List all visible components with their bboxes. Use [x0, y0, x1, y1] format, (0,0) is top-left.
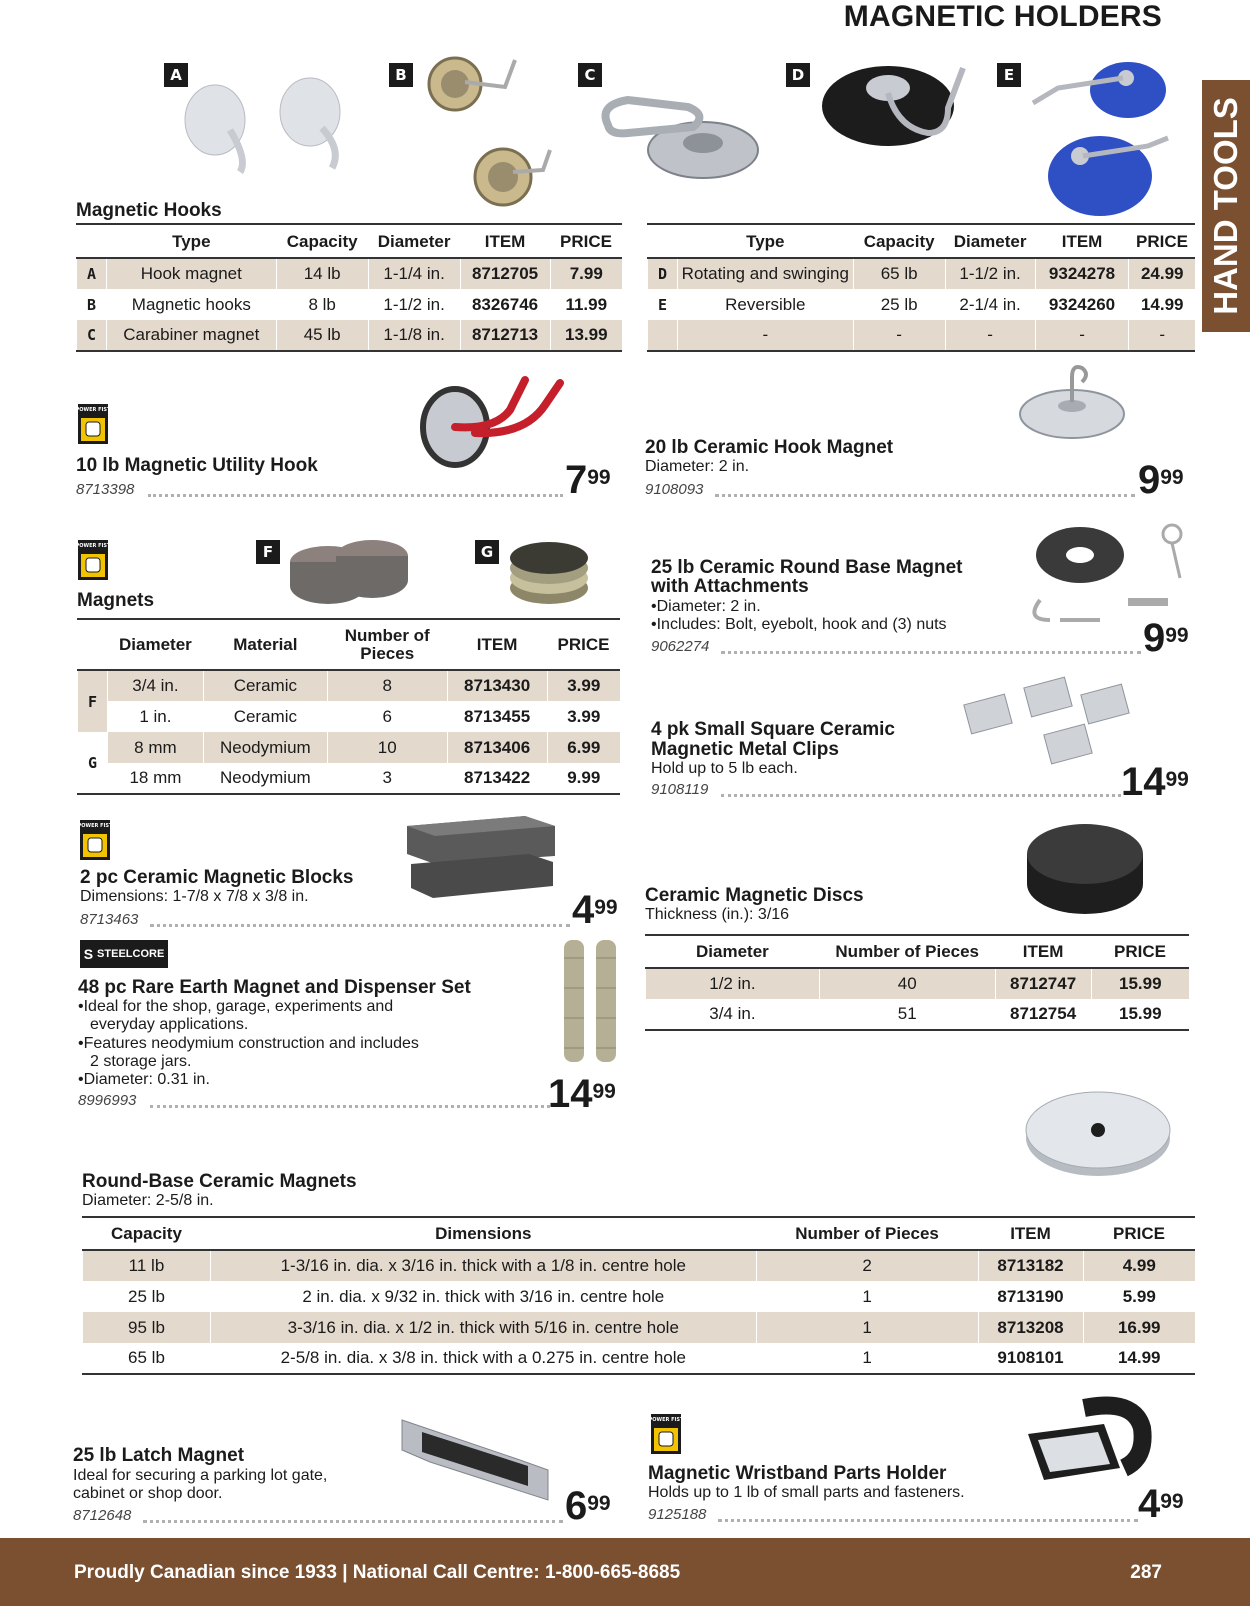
latch-price: $6^{99}$: [565, 1484, 611, 1528]
table-row: [78, 763, 621, 794]
clips-sku: 9108119: [651, 781, 709, 798]
label-g-badge: G: [475, 540, 499, 564]
group-letter: F: [78, 670, 108, 732]
cell-diameter: 1-1/2 in.: [945, 258, 1035, 289]
cell-price: 14.99: [1129, 289, 1195, 320]
cell-diameter: 1 in.: [107, 701, 203, 732]
discs-title: Ceramic Magnetic Discs: [645, 885, 864, 906]
row-letter: [648, 320, 678, 351]
cell-item: 8713208: [978, 1312, 1083, 1343]
header-diameter: Diameter: [953, 231, 1027, 251]
header-type: Type: [172, 231, 211, 251]
cell-diameter: 1-1/8 in.: [368, 320, 460, 351]
cell-pieces: 1: [756, 1281, 978, 1312]
header-price: PRICE: [1114, 941, 1167, 961]
ceramic-disc-image: [1025, 822, 1145, 916]
ceramic-discs-f-image: [288, 536, 410, 608]
header-item: ITEM: [1022, 941, 1064, 961]
header-price: PRICE: [560, 231, 612, 251]
cell-price: 3.99: [547, 670, 620, 701]
cell-item: -: [1035, 320, 1129, 351]
cell-dimensions: 1-3/16 in. dia. x 3/16 in. thick with a 1/8 in. centre hole: [210, 1250, 756, 1281]
svg-text:POWER FIST: POWER FIST: [75, 407, 111, 413]
wristband-holder-image: [1024, 1398, 1148, 1498]
neodymium-discs-g-image: [508, 538, 590, 608]
blocks-price: $4^{99}$: [572, 888, 618, 932]
header-pieces: Number of Pieces: [835, 941, 980, 961]
table-row: [83, 1312, 1196, 1343]
label-b-badge: B: [389, 63, 413, 87]
wristband-sku: 9125188: [648, 1506, 707, 1523]
clips-title-1: 4 pk Small Square Ceramic: [651, 719, 895, 740]
header-capacity: Capacity: [863, 231, 935, 251]
cell-capacity: 65 lb: [853, 258, 945, 289]
magnets-title: Magnets: [77, 590, 155, 611]
rare-earth-bullet-1a: •Ideal for the shop, garage, experiments and: [78, 998, 394, 1015]
discs-thickness: Thickness (in.): 3/16: [645, 906, 790, 923]
table-row: [77, 320, 623, 351]
cell-capacity: 65 lb: [83, 1343, 211, 1374]
page-footer: [0, 1538, 1250, 1606]
cell-pieces: 51: [819, 999, 995, 1030]
table-row: [648, 258, 1196, 289]
magnetic-blocks-image: [405, 812, 555, 902]
cell-price: 14.99: [1083, 1343, 1195, 1374]
ceramic-hook-diameter: Diameter: 2 in.: [645, 458, 750, 475]
round-base-diameter: Diameter: 2-5/8 in.: [82, 1192, 214, 1209]
cell-diameter: 1/2 in.: [646, 968, 820, 999]
table-row: [648, 289, 1196, 320]
rare-earth-bullet-1b: everyday applications.: [90, 1016, 249, 1033]
magnetic-hooks-image: [425, 52, 565, 212]
round-attach-bullet-2: •Includes: Bolt, eyebolt, hook and (3) nuts: [651, 616, 947, 633]
page-number: 287: [1130, 1562, 1162, 1583]
magnetic-hooks-table-right: [647, 226, 1195, 352]
svg-text:POWER FIST: POWER FIST: [77, 823, 113, 829]
row-letter: B: [77, 289, 107, 320]
row-letter: E: [648, 289, 678, 320]
group-letter: G: [78, 732, 108, 794]
header-diameter: Diameter: [696, 941, 769, 961]
cell-diameter: -: [945, 320, 1035, 351]
latch-line-2: cabinet or shop door.: [73, 1485, 223, 1502]
wristband-line: Holds up to 1 lb of small parts and fasteners.: [648, 1484, 965, 1501]
cell-pieces: 1: [756, 1312, 978, 1343]
rare-earth-sku: 8996993: [78, 1092, 137, 1109]
cell-diameter: 8 mm: [107, 732, 203, 763]
cell-pieces: 1: [756, 1343, 978, 1374]
footer-contact: Proudly Canadian since 1933 | National Call Centre: 1-800-665-8685: [74, 1562, 681, 1583]
wristband-price: $4^{99}$: [1138, 1482, 1184, 1526]
power-fist-logo: [75, 540, 111, 580]
latch-line-1: Ideal for securing a parking lot gate,: [73, 1467, 328, 1484]
cell-price: 3.99: [547, 701, 620, 732]
round-attach-price: $9^{99}$: [1143, 616, 1189, 660]
cell-price: 6.99: [547, 732, 620, 763]
section-tab: [1202, 80, 1250, 332]
label-a-badge: A: [164, 63, 188, 87]
table-row: [646, 999, 1190, 1030]
header-type: Type: [746, 231, 785, 251]
cell-price: 7.99: [550, 258, 622, 289]
latch-title: 25 lb Latch Magnet: [73, 1445, 245, 1466]
cell-dimensions: 2-5/8 in. dia. x 3/8 in. thick with a 0.275 in. centre hole: [210, 1343, 756, 1374]
header-diameter: Diameter: [377, 231, 451, 251]
cell-price: 9.99: [547, 763, 620, 794]
table-row: [83, 1343, 1196, 1374]
rare-earth-magnets-image: [560, 938, 620, 1064]
rare-earth-bullet-2b: 2 storage jars.: [90, 1053, 192, 1070]
swivel-hook-magnet-image: [818, 58, 988, 168]
cell-price: 15.99: [1091, 999, 1189, 1030]
carabiner-magnet-image: [598, 85, 763, 185]
header-pieces: Number of Pieces: [795, 1223, 939, 1243]
hook-magnet-image: [170, 70, 370, 180]
cell-pieces: 2: [756, 1250, 978, 1281]
cell-capacity: 14 lb: [276, 258, 368, 289]
cell-material: Neodymium: [203, 763, 327, 794]
cell-pieces: 10: [327, 732, 447, 763]
header-dimensions: Dimensions: [435, 1223, 532, 1243]
power-fist-logo: [77, 820, 113, 860]
cell-diameter: 18 mm: [107, 763, 203, 794]
cell-diameter: 3/4 in.: [107, 670, 203, 701]
row-letter: C: [77, 320, 107, 351]
row-letter: A: [77, 258, 107, 289]
header-price: PRICE: [557, 634, 610, 654]
cell-type: -: [677, 320, 853, 351]
utility-hook-title: 10 lb Magnetic Utility Hook: [76, 455, 318, 476]
table-row: [83, 1250, 1196, 1281]
ceramic-hook-title: 20 lb Ceramic Hook Magnet: [645, 437, 894, 458]
row-letter: D: [648, 258, 678, 289]
table-row: [646, 968, 1190, 999]
cell-type: Reversible: [677, 289, 853, 320]
blocks-dimensions: Dimensions: 1-7/8 x 7/8 x 3/8 in.: [80, 888, 309, 905]
rare-earth-title: 48 pc Rare Earth Magnet and Dispenser Set: [78, 977, 471, 998]
cell-dimensions: 3-3/16 in. dia. x 1/2 in. thick with 5/16 in. centre hole: [210, 1312, 756, 1343]
ceramic-hook-price: $9^{99}$: [1138, 458, 1184, 502]
cell-price: 11.99: [550, 289, 622, 320]
cell-item: 8712705: [460, 258, 550, 289]
steelcore-logo: S STEELCORE: [80, 940, 168, 968]
magnets-table: [77, 620, 620, 795]
cell-capacity: -: [853, 320, 945, 351]
table-row: [78, 701, 621, 732]
table-row: [78, 732, 621, 763]
cell-pieces: 6: [327, 701, 447, 732]
cell-price: 15.99: [1091, 968, 1189, 999]
utility-hook-image: [415, 375, 565, 475]
cell-capacity: 8 lb: [276, 289, 368, 320]
header-diameter: Diameter: [119, 634, 192, 654]
rare-earth-bullet-2a: •Features neodymium construction and includes: [78, 1035, 419, 1052]
cell-item: 8713182: [978, 1250, 1083, 1281]
label-f-badge: F: [256, 540, 280, 564]
latch-sku: 8712648: [73, 1507, 132, 1524]
header-item: ITEM: [476, 634, 518, 654]
clips-price: $14^{99}$: [1121, 760, 1189, 804]
magnetic-hooks-title: Magnetic Hooks: [76, 200, 222, 221]
cell-type: Magnetic hooks: [106, 289, 276, 320]
cell-price: 5.99: [1083, 1281, 1195, 1312]
discs-table: [645, 936, 1189, 1031]
cell-diameter: 3/4 in.: [646, 999, 820, 1030]
section-tab-label: HAND TOOLS: [1207, 97, 1244, 315]
cell-item: 9324278: [1035, 258, 1129, 289]
ceramic-hook-sku: 9108093: [645, 481, 704, 498]
cell-item: 9324260: [1035, 289, 1129, 320]
round-base-attachments-image: [1020, 520, 1196, 630]
table-row: [648, 320, 1196, 351]
cell-price: 4.99: [1083, 1250, 1195, 1281]
cell-item: 8713190: [978, 1281, 1083, 1312]
label-e-badge: E: [997, 63, 1021, 87]
header-price: PRICE: [1113, 1223, 1165, 1243]
label-d-badge: D: [786, 63, 810, 87]
cell-material: Neodymium: [203, 732, 327, 763]
round-attach-title-1: 25 lb Ceramic Round Base Magnet: [651, 557, 963, 578]
metal-clips-image: [962, 674, 1138, 774]
round-base-table: [82, 1218, 1195, 1375]
cell-type: Rotating and swinging: [677, 258, 853, 289]
table-row: [77, 258, 623, 289]
cell-price: 16.99: [1083, 1312, 1195, 1343]
cell-pieces: 8: [327, 670, 447, 701]
round-base-title: Round-Base Ceramic Magnets: [82, 1171, 357, 1192]
clips-line: Hold up to 5 lb each.: [651, 760, 798, 777]
utility-hook-price: $7^{99}$: [565, 458, 611, 502]
rare-earth-bullet-3: •Diameter: 0.31 in.: [78, 1071, 210, 1088]
cell-item: 8326746: [460, 289, 550, 320]
cell-price: 13.99: [550, 320, 622, 351]
table-row: [83, 1281, 1196, 1312]
round-base-magnet-image: [1022, 1080, 1174, 1180]
cell-capacity: 95 lb: [83, 1312, 211, 1343]
round-attach-bullet-1: •Diameter: 2 in.: [651, 598, 761, 615]
blocks-sku: 8713463: [80, 911, 139, 928]
header-item: ITEM: [484, 231, 526, 251]
cell-capacity: 11 lb: [83, 1250, 211, 1281]
cell-dimensions: 2 in. dia. x 9/32 in. thick with 3/16 in. centre hole: [210, 1281, 756, 1312]
table-row: [78, 670, 621, 701]
cell-item: 8713430: [447, 670, 547, 701]
cell-item: 8712747: [995, 968, 1091, 999]
cell-price: -: [1129, 320, 1195, 351]
cell-item: 8713422: [447, 763, 547, 794]
round-attach-title-2: with Attachments: [651, 576, 809, 597]
cell-type: Hook magnet: [106, 258, 276, 289]
rare-earth-price: $14^{99}$: [548, 1072, 616, 1116]
header-item: ITEM: [1010, 1223, 1051, 1243]
reversible-hook-magnet-image: [1028, 58, 1168, 218]
latch-magnet-image: [400, 1410, 550, 1510]
header-pieces: Number of Pieces: [344, 625, 430, 663]
cell-diameter: 1-1/2 in.: [368, 289, 460, 320]
power-fist-logo: [648, 1414, 684, 1454]
cell-pieces: 40: [819, 968, 995, 999]
header-item: ITEM: [1061, 231, 1103, 251]
header-capacity: Capacity: [286, 231, 358, 251]
table-row: [77, 289, 623, 320]
cell-material: Ceramic: [203, 670, 327, 701]
cell-item: 8713455: [447, 701, 547, 732]
svg-text:POWER FIST: POWER FIST: [75, 543, 111, 549]
clips-title-2: Magnetic Metal Clips: [651, 739, 839, 760]
wristband-title: Magnetic Wristband Parts Holder: [648, 1463, 947, 1484]
cell-price: 24.99: [1129, 258, 1195, 289]
cell-diameter: 2-1/4 in.: [945, 289, 1035, 320]
round-attach-sku: 9062274: [651, 638, 710, 655]
blocks-title: 2 pc Ceramic Magnetic Blocks: [80, 867, 354, 888]
header-price: PRICE: [1136, 231, 1188, 251]
power-fist-logo: [75, 404, 111, 444]
cell-item: 8713406: [447, 732, 547, 763]
cell-item: 8712754: [995, 999, 1091, 1030]
page-title: MAGNETIC HOLDERS: [843, 0, 1162, 33]
cell-type: Carabiner magnet: [106, 320, 276, 351]
header-material: Material: [233, 634, 298, 654]
cell-item: 8712713: [460, 320, 550, 351]
ceramic-hook-image: [1016, 362, 1128, 442]
magnetic-hooks-table-left: [76, 226, 622, 352]
svg-text:POWER FIST: POWER FIST: [648, 1417, 684, 1423]
cell-capacity: 45 lb: [276, 320, 368, 351]
label-c-badge: C: [578, 63, 602, 87]
cell-pieces: 3: [327, 763, 447, 794]
cell-material: Ceramic: [203, 701, 327, 732]
cell-capacity: 25 lb: [853, 289, 945, 320]
cell-item: 9108101: [978, 1343, 1083, 1374]
cell-diameter: 1-1/4 in.: [368, 258, 460, 289]
cell-capacity: 25 lb: [83, 1281, 211, 1312]
utility-hook-sku: 8713398: [76, 481, 135, 498]
header-capacity: Capacity: [111, 1223, 182, 1243]
